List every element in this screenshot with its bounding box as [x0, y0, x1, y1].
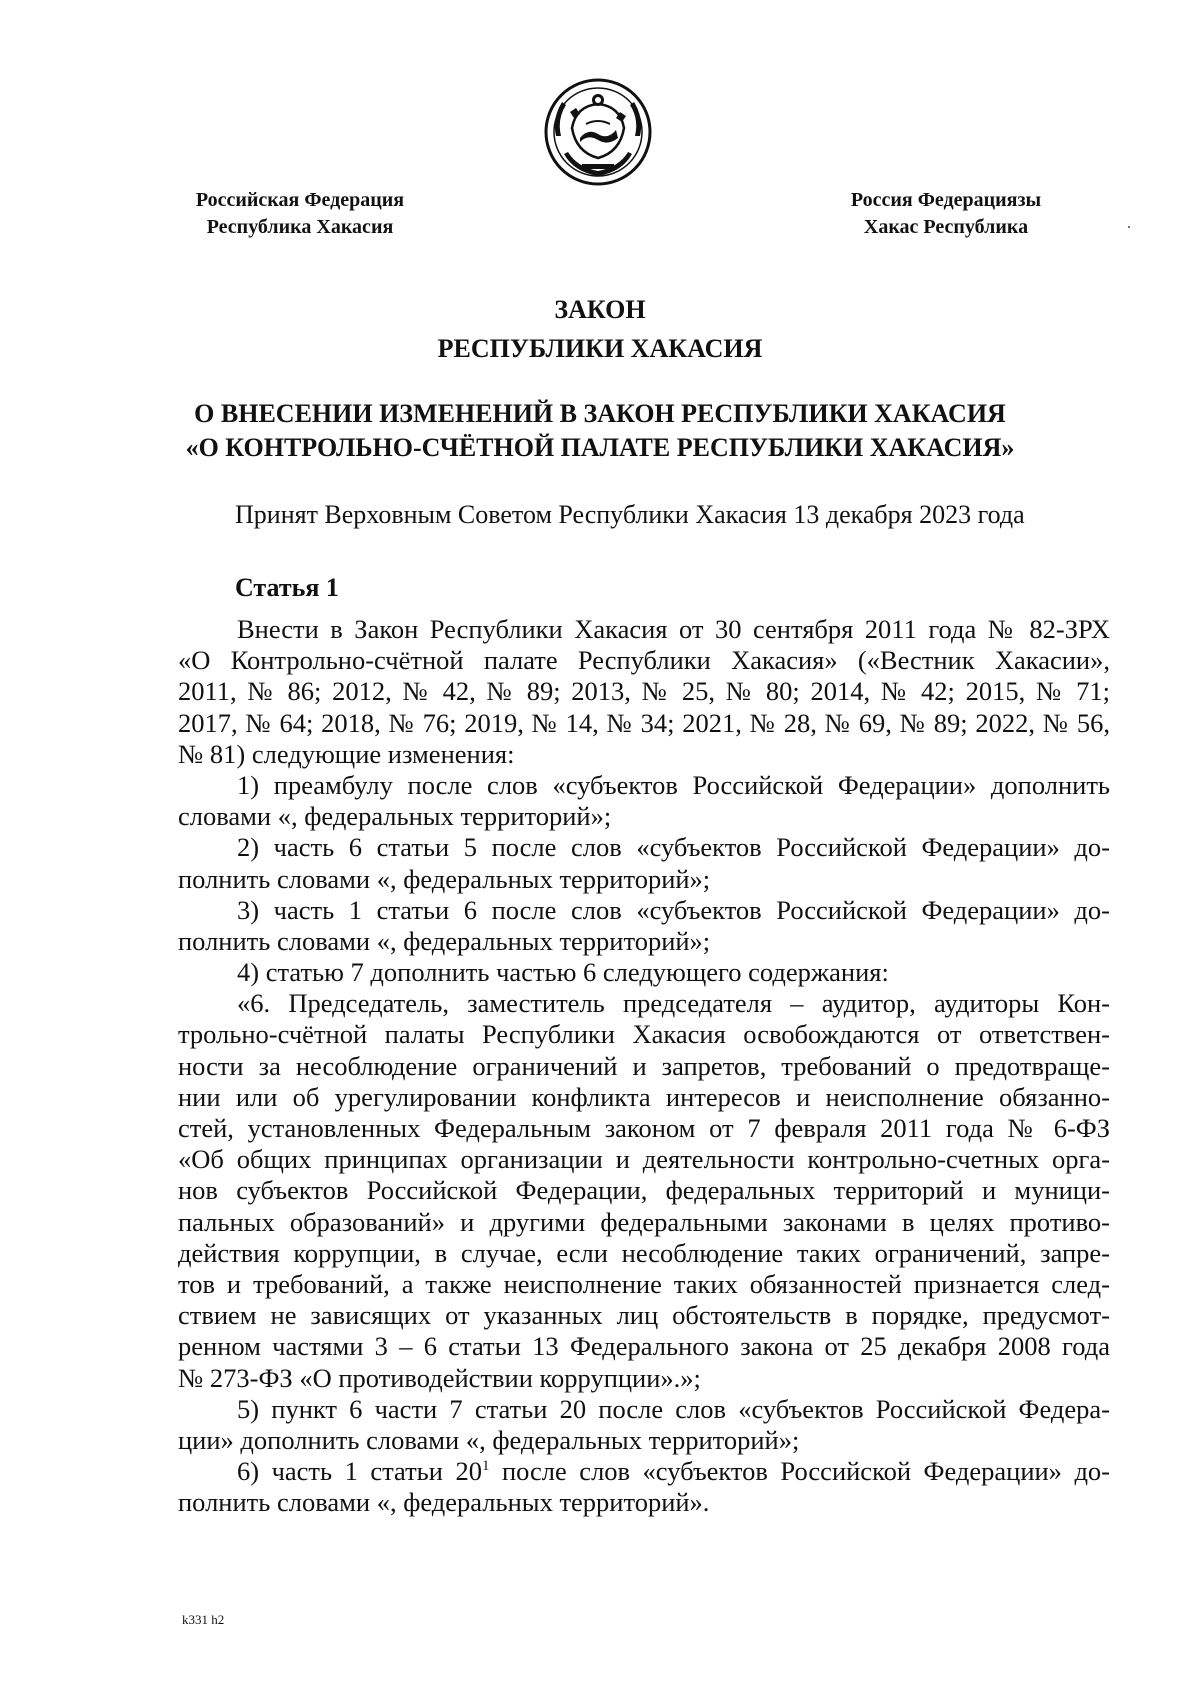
body-line: ствием не зависящих от указанных лиц обстоятельств в порядке, предусмот-: [178, 1300, 1110, 1331]
body-line: 2011, № 86; 2012, № 42, № 89; 2013, № 25, № 80; 2014, № 42; 2015, № 71;: [178, 676, 1110, 707]
body-line: нов субъектов Российской Федерации, федеральных территорий и муници-: [178, 1175, 1110, 1206]
body-line: № 273-ФЗ «О противодействии коррупции».»;: [178, 1362, 701, 1393]
body-line: пальных образований» и другими федеральными законами в целях противо-: [178, 1206, 1110, 1237]
body-line: нии или об урегулировании конфликта интересов и неисполнение обязанно-: [178, 1081, 1110, 1112]
body-line: «6. Председатель, заместитель председателя – аудитор, аудиторы Кон-: [237, 988, 1110, 1019]
header-right: [816, 187, 1076, 241]
body-line: «О Контрольно-счётной палате Республики Хакасия» («Вестник Хакасии»,: [178, 645, 1110, 676]
body-line: действия коррупции, в случае, если несоблюдение таких ограничений, запре-: [178, 1237, 1110, 1268]
coat-of-arms-of-khakassia-icon: [542, 76, 654, 188]
body-line: 2017, № 64; 2018, № 76; 2019, № 14, № 34; 2021, № 28, № 69, № 89; 2022, № 56,: [178, 707, 1110, 738]
body-line: Внести в Закон Республики Хакасия от 30 сентября 2011 года № 82-ЗРХ: [237, 614, 1110, 644]
body-line: стей, установленных Федеральным законом от 7 февраля 2011 года № 6-ФЗ: [178, 1113, 1110, 1143]
body-line: полнить словами «, федеральных территорий».: [178, 1487, 710, 1518]
header-right-line2: Хакас Республика: [863, 216, 1029, 238]
footer-code: k331 h2: [182, 1612, 225, 1627]
law-title: [0, 290, 1200, 368]
body-line: «Об общих принципах организации и деятельности контрольно-счетных орга-: [178, 1144, 1110, 1175]
body-line: трольно-счётной палаты Республики Хакасия освобождаются от ответствен-: [178, 1019, 1110, 1050]
body-line: 3) часть 1 статьи 6 после слов «субъектов Российской Федерации» до-: [237, 894, 1110, 925]
body-line: словами «, федеральных территорий»;: [178, 801, 612, 832]
body-line: тов и требований, а также неисполнение таких обязанностей признается след-: [178, 1268, 1110, 1299]
header-left-line2: Республика Хакасия: [206, 216, 394, 238]
body-line: 5) пункт 6 части 7 статьи 20 после слов «субъектов Российской Федера-: [237, 1393, 1110, 1424]
body-line: 2) часть 6 статьи 5 после слов «субъектов Российской Федерации» до-: [237, 832, 1110, 863]
body-line: ции» дополнить словами «, федеральных территорий»;: [178, 1424, 800, 1455]
article-heading: Статья 1: [235, 573, 339, 602]
header-left: [150, 187, 450, 241]
law-subject: [0, 397, 1200, 465]
body-line: 4) статью 7 дополнить частью 6 следующего содержания:: [237, 957, 889, 988]
law-title-line1: ЗАКОН: [554, 295, 646, 324]
adoption-note: Принят Верховным Советом Республики Хакасия 13 декабря 2023 года: [235, 500, 1025, 529]
body-line: № 81) следующие изменения:: [178, 738, 515, 769]
body-line: полнить словами «, федеральных территорий»;: [178, 863, 711, 894]
body-line: ренном частями 3 – 6 статьи 13 Федерального закона от 25 декабря 2008 года: [178, 1331, 1110, 1362]
header-right-line1: Россия Федерациязы: [850, 189, 1042, 211]
article-body: [178, 614, 1110, 1518]
law-subject-line1: О ВНЕСЕНИИ ИЗМЕНЕНИЙ В ЗАКОН РЕСПУБЛИКИ ХАКАСИЯ: [194, 399, 1006, 428]
item6-superscript: 1: [481, 1458, 490, 1475]
body-line: ности за несоблюдение ограничений и запретов, требований о предотвраще-: [178, 1050, 1110, 1081]
body-line: полнить словами «, федеральных территорий»;: [178, 925, 711, 956]
law-title-line2: РЕСПУБЛИКИ ХАКАСИЯ: [437, 334, 763, 363]
item6-prefix: 6) часть 1 статьи 20: [237, 1456, 482, 1487]
header-left-line1: Российская Федерация: [195, 189, 405, 211]
body-line-item6: [178, 1456, 1110, 1487]
scan-artifact: [1128, 226, 1130, 228]
item6-suffix: после слов «субъектов Российской Федерации» до-: [489, 1456, 1110, 1487]
law-subject-line2: «О КОНТРОЛЬНО-СЧЁТНОЙ ПАЛАТЕ РЕСПУБЛИКИ ХАКАСИЯ»: [185, 433, 1015, 462]
body-line: 1) преамбулу после слов «субъектов Российской Федерации» дополнить: [237, 769, 1110, 800]
